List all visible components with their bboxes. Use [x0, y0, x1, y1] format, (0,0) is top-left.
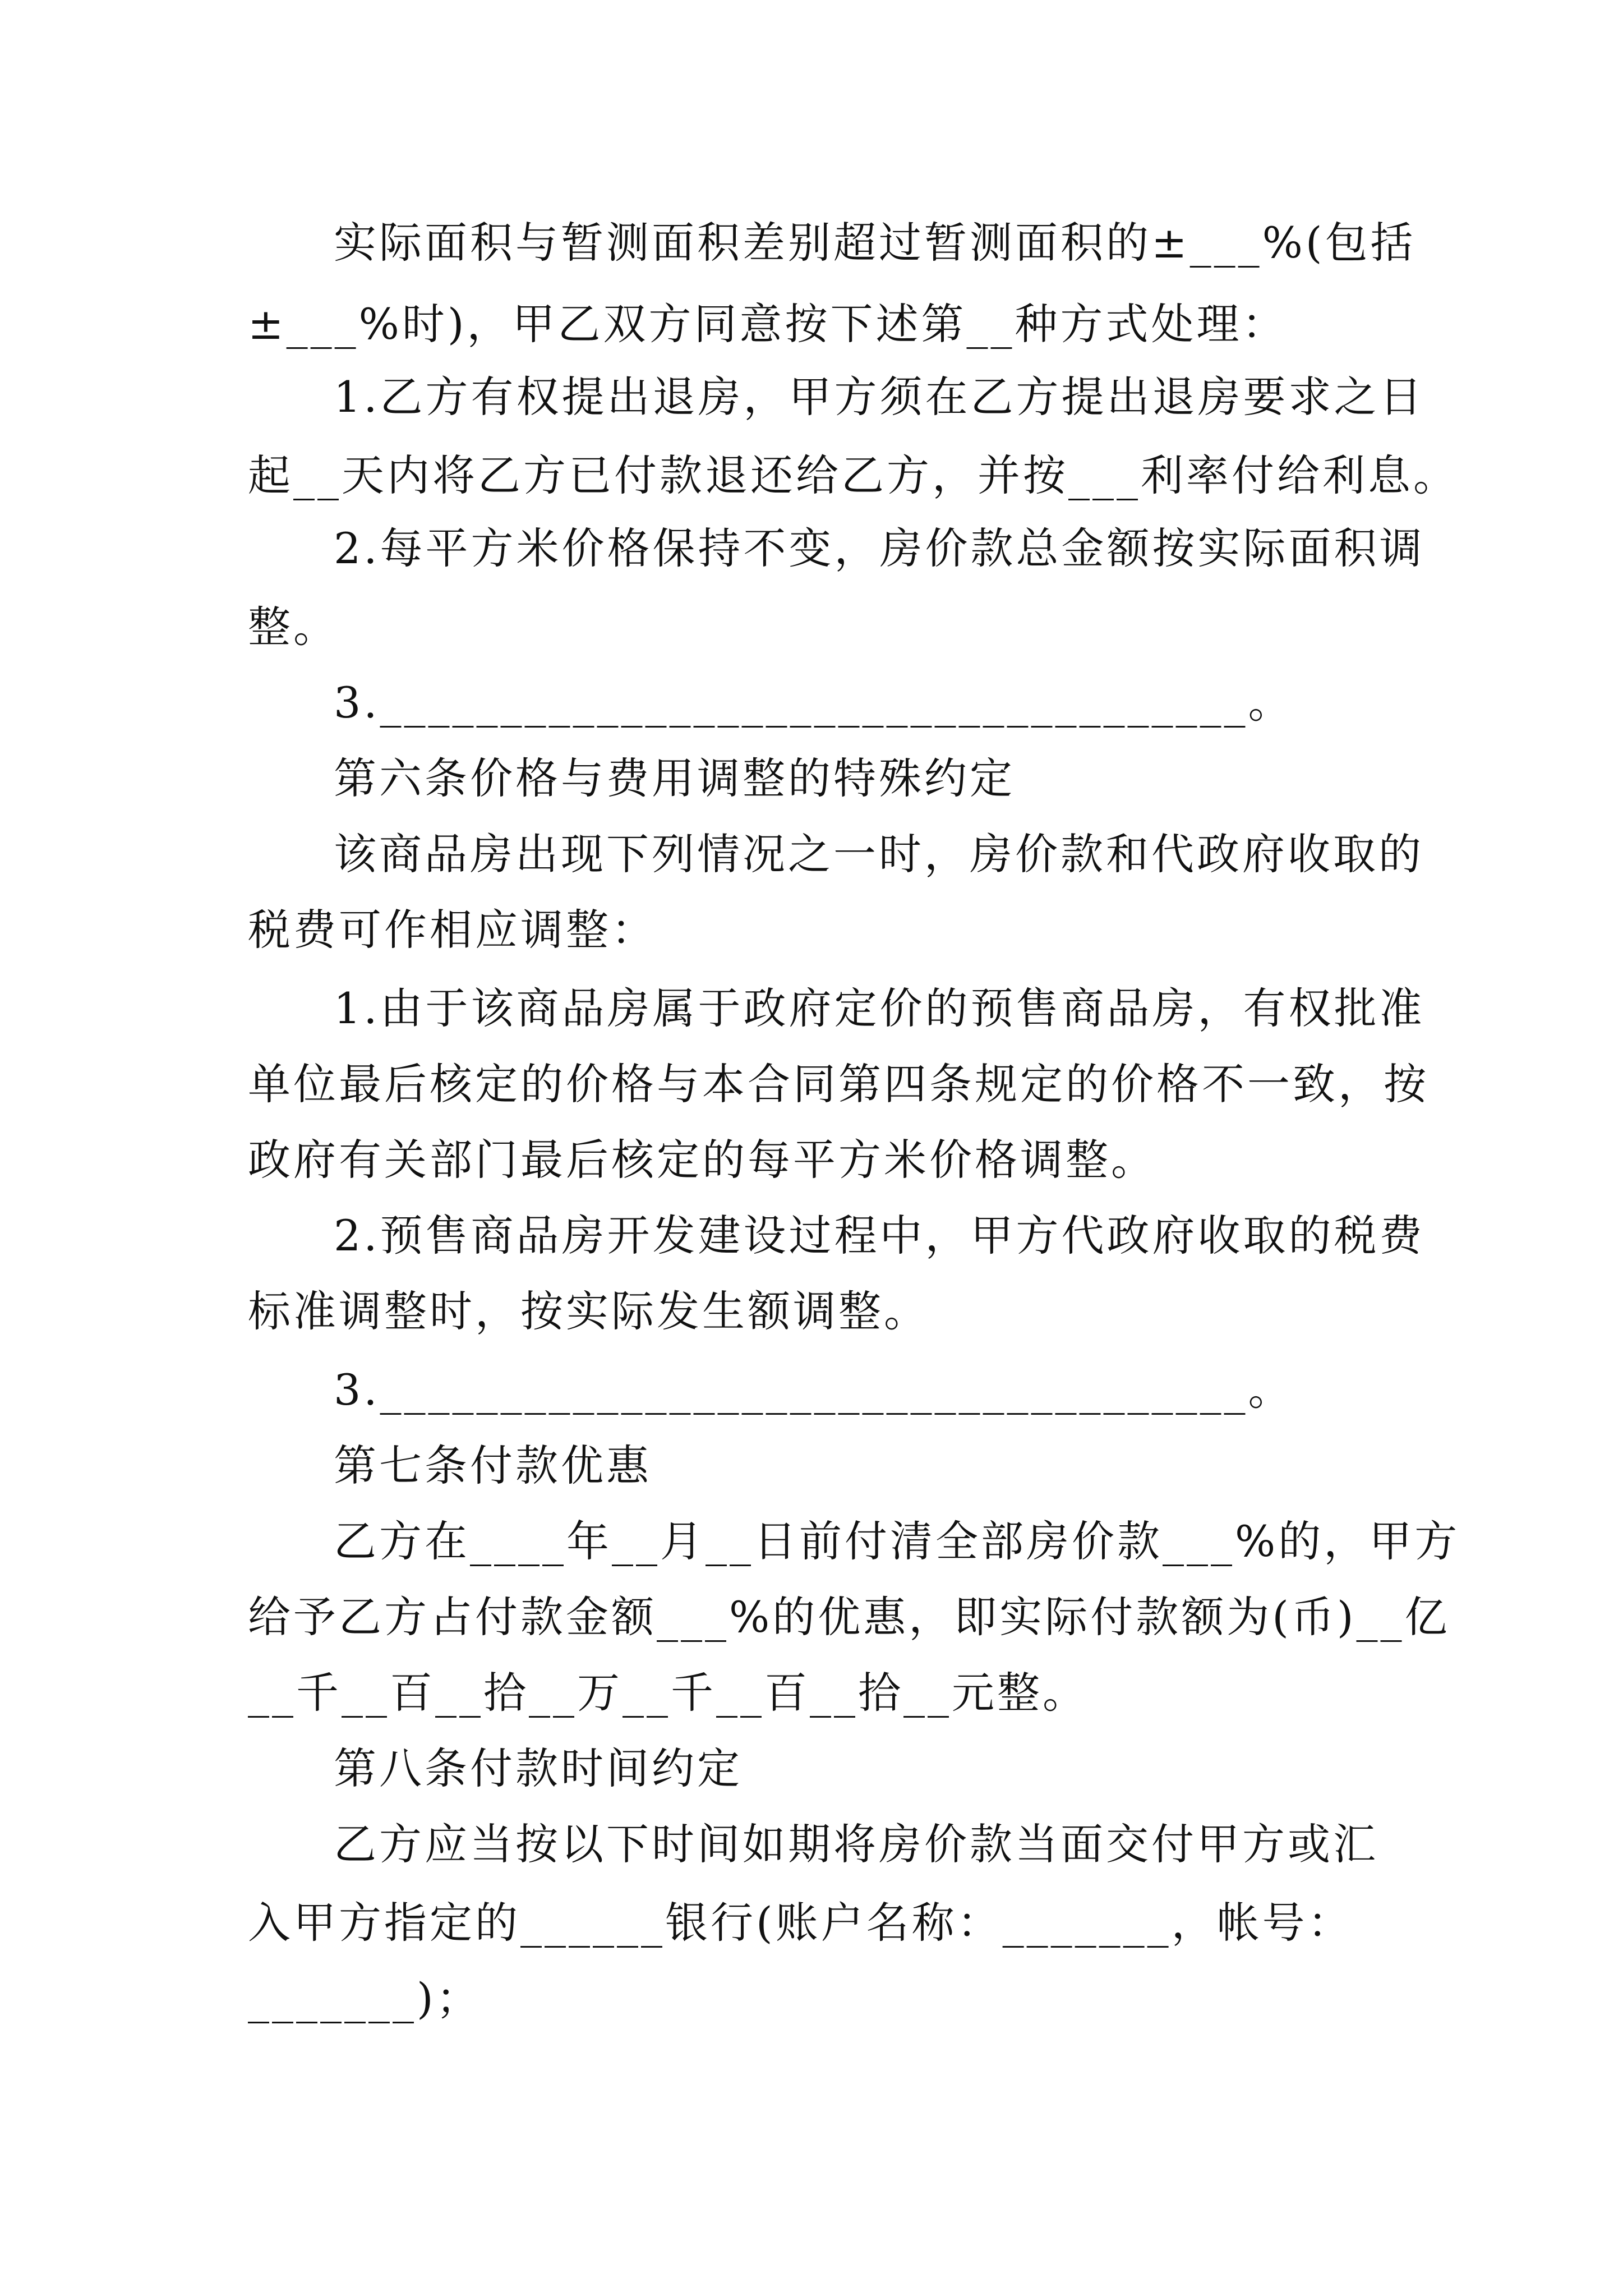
text-line: 3.____________________________________。: [334, 1365, 1294, 1415]
text-line: 标准调整时，按实际发生额调整。: [248, 1286, 929, 1336]
text-line: 税费可作相应调整：: [248, 905, 657, 955]
section-heading: 第七条付款优惠: [334, 1441, 652, 1490]
section-heading: 第六条价格与费用调整的特殊约定: [334, 753, 1015, 803]
text-line: 乙方在____年__月__日前付清全部房价款___%的，甲方: [334, 1516, 1460, 1566]
text-line: 政府有关部门最后核定的每平方米价格调整。: [248, 1135, 1156, 1185]
text-line: 入甲方指定的______银行(账户名称：_______，帐号：: [248, 1898, 1353, 1948]
text-line: 乙方应当按以下时间如期将房价款当面交付甲方或汇: [334, 1819, 1378, 1869]
text-line: 整。: [248, 602, 339, 652]
text-line: 1.乙方有权提出退房，甲方须在乙方提出退房要求之日: [334, 372, 1425, 422]
text-line: __千__百__拾__万__千__百__拾__元整。: [248, 1668, 1088, 1718]
section-heading: 第八条付款时间约定: [334, 1743, 743, 1793]
text-line: 3.____________________________________。: [334, 678, 1294, 728]
text-line: 实际面积与暂测面积差别超过暂测面积的±___%(包括: [334, 218, 1416, 268]
text-line: 该商品房出现下列情况之一时，房价款和代政府收取的: [334, 829, 1424, 879]
text-line: 起__天内将乙方已付款退还给乙方，并按___利率付给利息。: [248, 450, 1459, 500]
text-line: 2.每平方米价格保持不变，房价款总金额按实际面积调: [334, 523, 1425, 573]
text-line: _______)；: [248, 1973, 482, 2023]
text-line: ±___%时)，甲乙双方同意按下述第__种方式处理：: [248, 299, 1288, 349]
text-line: 1.由于该商品房属于政府定价的预售商品房，有权批准: [334, 983, 1425, 1033]
text-line: 2.预售商品房开发建设过程中，甲方代政府收取的税费: [334, 1211, 1425, 1260]
text-line: 给予乙方占付款金额___%的优惠，即实际付款额为(币)__亿: [248, 1592, 1450, 1642]
text-line: 单位最后核定的价格与本合同第四条规定的价格不一致，按: [248, 1059, 1429, 1109]
